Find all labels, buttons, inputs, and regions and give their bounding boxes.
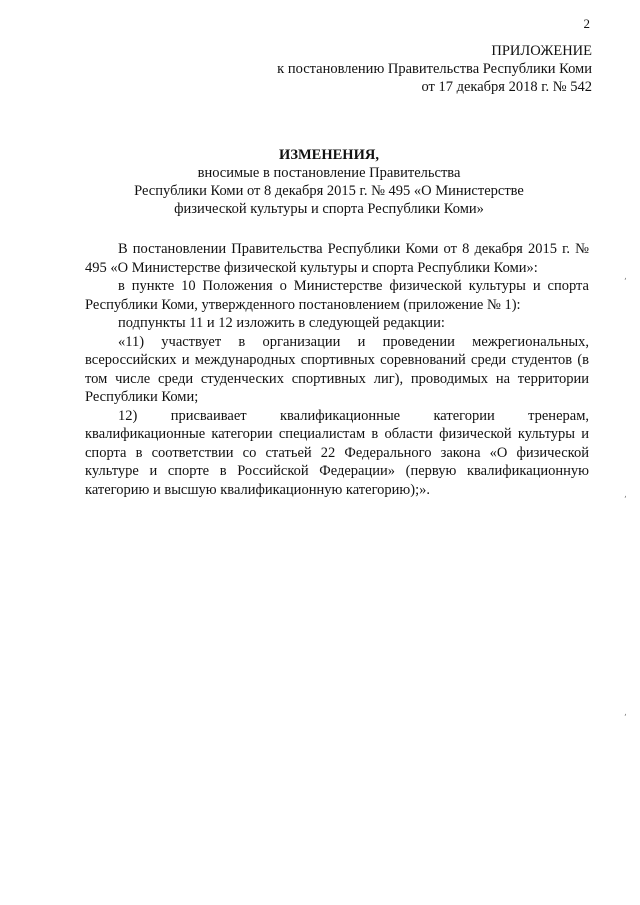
- page-number: 2: [583, 16, 590, 31]
- appendix-label: ПРИЛОЖЕНИЕ: [491, 43, 592, 59]
- title-line: вносимые в постановление Правительства: [197, 165, 461, 181]
- appendix-resolution-ref: к постановлению Правительства Республики Коми: [277, 61, 592, 77]
- title-line: физической культуры и спорта Республики Коми»: [174, 201, 484, 217]
- scan-mark: ,: [624, 272, 627, 282]
- paragraph-intro: В постановлении Правительства Республики Коми от 8 декабря 2015 г. № 495 «О Министерстве физической культуры и спорта Республики Коми»:: [85, 241, 589, 276]
- paragraph-item-12: 12) присваивает квалификационные категории тренерам, квалификационные категории специалистам в области физической культуры и спорта в соответствии со статьей 22 Федерального закона «О физической культуре и спорте в Российской Федерации» (первую квалификационную категорию и высшую квалификационную категорию);».: [85, 407, 589, 498]
- title-heading: ИЗМЕНЕНИЯ,: [279, 147, 379, 163]
- scan-mark: ,: [624, 490, 627, 500]
- document-body: [85, 240, 589, 499]
- appendix-header: [277, 42, 592, 96]
- paragraph-item-11: «11) участвует в организации и проведении межрегиональных, всероссийских и международных спортивных соревнований среди студентов (в том числе среди студенческих спортивных лиг), проводимых на территории Республики Коми;: [85, 333, 589, 405]
- paragraph-clause: в пункте 10 Положения о Министерстве физической культуры и спорта Республики Коми, утвержденного постановлением (приложение № 1):: [85, 278, 589, 313]
- title-line: Республики Коми от 8 декабря 2015 г. № 495 «О Министерстве: [134, 183, 524, 199]
- paragraph-subclauses: подпункты 11 и 12 изложить в следующей редакции:: [118, 315, 445, 331]
- scan-mark: ,: [624, 708, 627, 718]
- document-title: [80, 146, 578, 218]
- appendix-date: от 17 декабря 2018 г. № 542: [421, 79, 592, 95]
